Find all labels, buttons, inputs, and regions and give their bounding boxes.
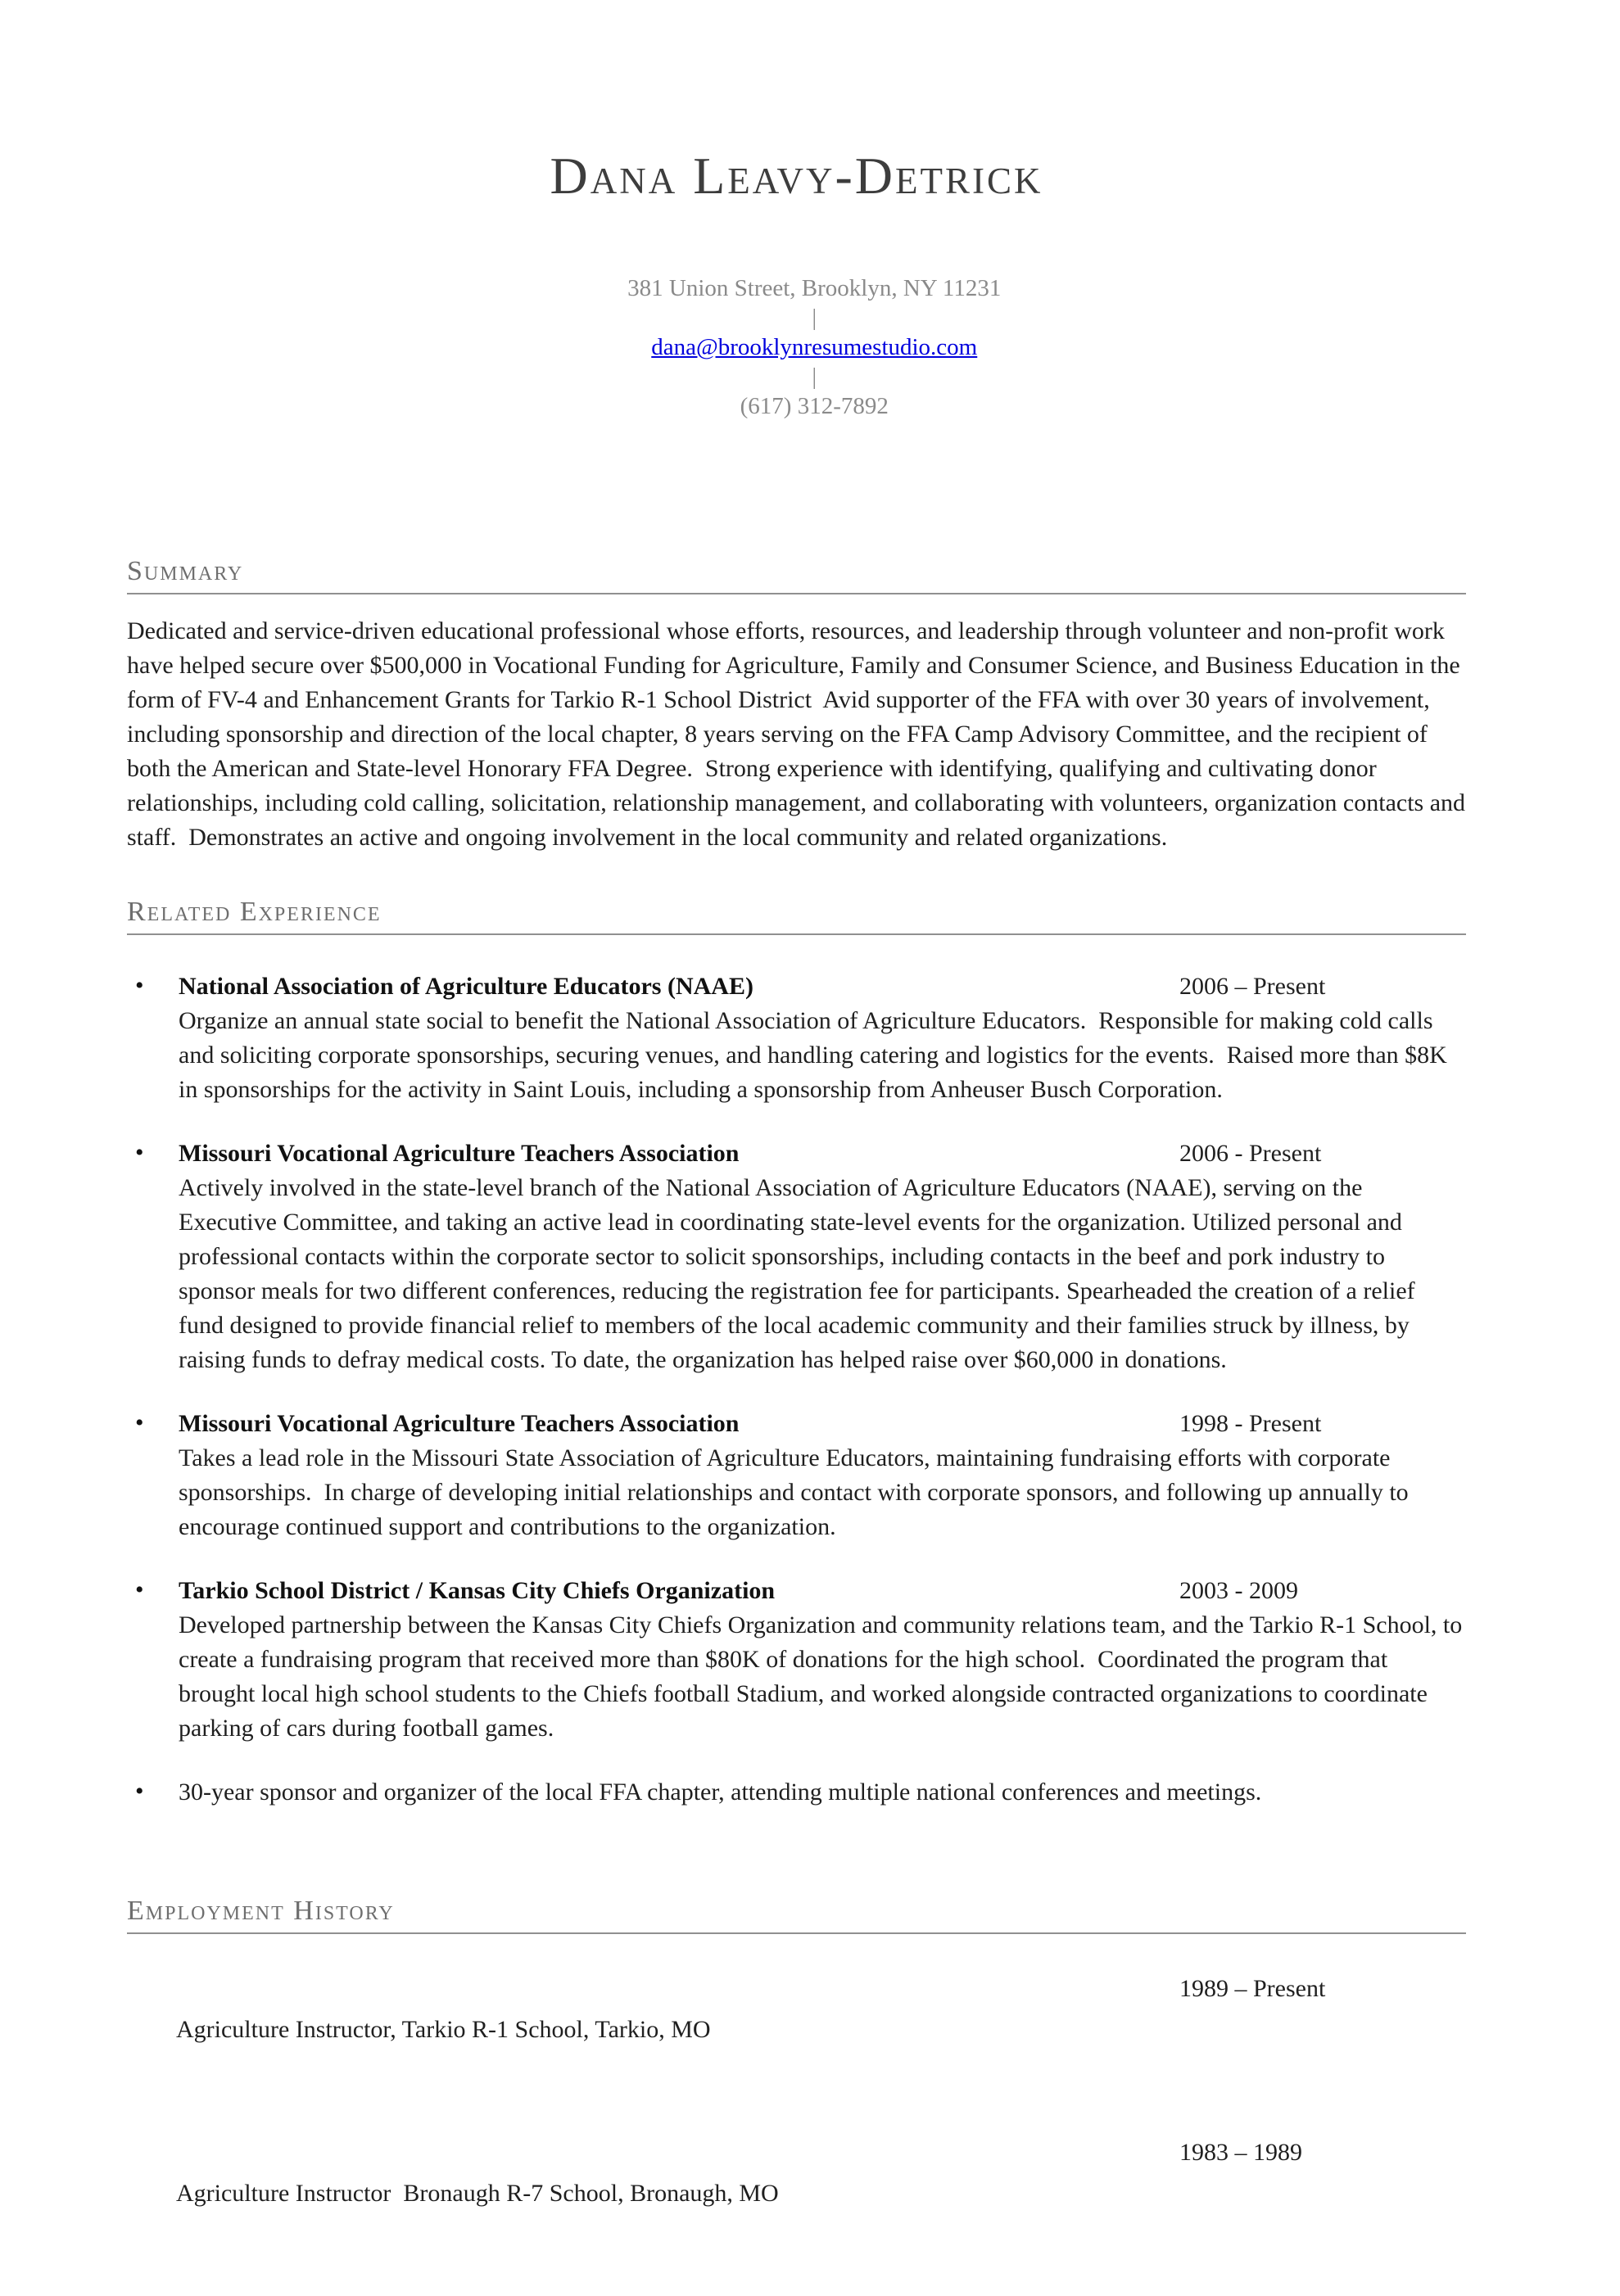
- experience-item: [127, 1574, 1466, 1746]
- experience-item: [127, 1407, 1466, 1544]
- bullet-icon: •: [135, 1139, 144, 1166]
- section-employment-history: [127, 1895, 1466, 2296]
- bullet-icon: •: [135, 1409, 144, 1436]
- resume-header: [127, 147, 1466, 450]
- email-link[interactable]: dana@brooklynresumestudio.com: [651, 334, 978, 360]
- experience-item: [127, 969, 1466, 1107]
- experience-item-title: Missouri Vocational Agriculture Teachers Association: [179, 1140, 740, 1167]
- experience-item-dates: 2006 - Present: [1179, 1140, 1322, 1167]
- experience-item-dates: 1998 - Present: [1179, 1410, 1322, 1437]
- experience-item-dates: 2003 - 2009: [1179, 1577, 1298, 1604]
- experience-item-description: Actively involved in the state-level branch of the National Association of Agriculture Educators (NAAE), serving on the Executive Committee, and taking an active lead in coordinating state-level events for the organization. Utilized personal and professional contacts within the corporate sector to solicit sponsorships, including contacts in the beef and pork industry to sponsor meals for two different conferences, reducing the registration fee for participants. Spearheaded the creation of a relief fund designed to provide financial relief to members of the local academic community and their families struck by illness, by raising funds to defray medical costs. To date, the organization has helped raise over $60,000 in donations.: [179, 1174, 1422, 1373]
- bullet-icon: •: [135, 1576, 144, 1603]
- experience-item-description: Organize an annual state social to benefit the National Association of Agriculture Educators. Responsible for making cold calls and soliciting corporate sponsorships, securing venues, and handling catering and logistics for the events. Raised more than $8K in sponsorships for the activity in Saint Louis, including a sponsorship from Anheuser Busch Corporation.: [179, 1007, 1454, 1103]
- experience-item: [127, 1137, 1466, 1377]
- experience-item-description: Takes a lead role in the Missouri State Association of Agriculture Educators, maintaining fundraising efforts with corporate sponsorships. In charge of developing initial relationships and contact with corporate sponsors, and following up annually to encourage continued support and contributions to the organization.: [179, 1444, 1415, 1540]
- address-text: 381 Union Street, Brooklyn, NY 11231: [627, 275, 1002, 301]
- bullet-icon: •: [135, 972, 144, 999]
- job-dates: 1983 – 1989: [1179, 2139, 1302, 2166]
- experience-item-dates: 2006 – Present: [1179, 973, 1326, 1000]
- contact-separator: |: [812, 305, 817, 331]
- contact-separator: |: [812, 364, 817, 390]
- related-experience-heading: Related Experience: [127, 896, 1466, 935]
- summary-paragraph: Dedicated and service-driven educational professional whose efforts, resources, and leadership through volunteer and non-profit work have helped secure over $500,000 in Vocational Funding for Agriculture, Family and Consumer Science, and Business Education in the form of FV-4 and Enhancement Grants for Tarkio R-1 School District Avid supporter of the FFA with over 30 years of involvement, including sponsorship and direction of the local chapter, 8 years serving on the FFA Camp Advisory Committee, and the recipient of both the American and State-level Honorary FFA Degree. Strong experience with identifying, qualifying and cultivating donor relationships, including cold calling, solicitation, relationship management, and collaborating with volunteers, organization contacts and staff. Demonstrates an active and ongoing involvement in the local community and related organizations.: [127, 617, 1472, 851]
- contact-line: [127, 244, 1466, 450]
- experience-item-title: Missouri Vocational Agriculture Teachers Association: [179, 1410, 740, 1437]
- person-name: Dana Leavy-Detrick: [550, 147, 1043, 205]
- experience-note: [127, 1775, 1466, 1810]
- experience-note-text: 30-year sponsor and organizer of the local FFA chapter, attending multiple national conferences and meetings.: [179, 1778, 1262, 1806]
- job-dates: 1989 – Present: [1179, 1975, 1326, 2002]
- phone-text: (617) 312-7892: [740, 393, 889, 419]
- section-related-experience: [127, 896, 1466, 1810]
- employment-history-heading: Employment History: [127, 1895, 1466, 1934]
- job-row: [127, 2132, 1466, 2296]
- job-row: [127, 1968, 1466, 2132]
- summary-heading: Summary: [127, 555, 1466, 594]
- section-summary: [127, 555, 1472, 855]
- job-list: [127, 1968, 1466, 2296]
- bullet-icon: •: [135, 1778, 144, 1805]
- job-title: Agriculture Instructor, Tarkio R-1 School, Tarkio, MO: [176, 2016, 711, 2043]
- job-title: Agriculture Instructor Bronaugh R-7 School, Bronaugh, MO: [176, 2180, 779, 2207]
- experience-item-description: Developed partnership between the Kansas City Chiefs Organization and community relations team, and the Tarkio R-1 School, to create a fundraising program that received more than $80K of donations for the high school. Coordinated the program that brought local high school students to the Chiefs football Stadium, and worked alongside contracted organizations to coordinate parking of cars during football games.: [179, 1611, 1468, 1742]
- experience-item-title: Tarkio School District / Kansas City Chiefs Organization: [179, 1577, 776, 1604]
- experience-item-title: National Association of Agriculture Educators (NAAE): [179, 973, 753, 1000]
